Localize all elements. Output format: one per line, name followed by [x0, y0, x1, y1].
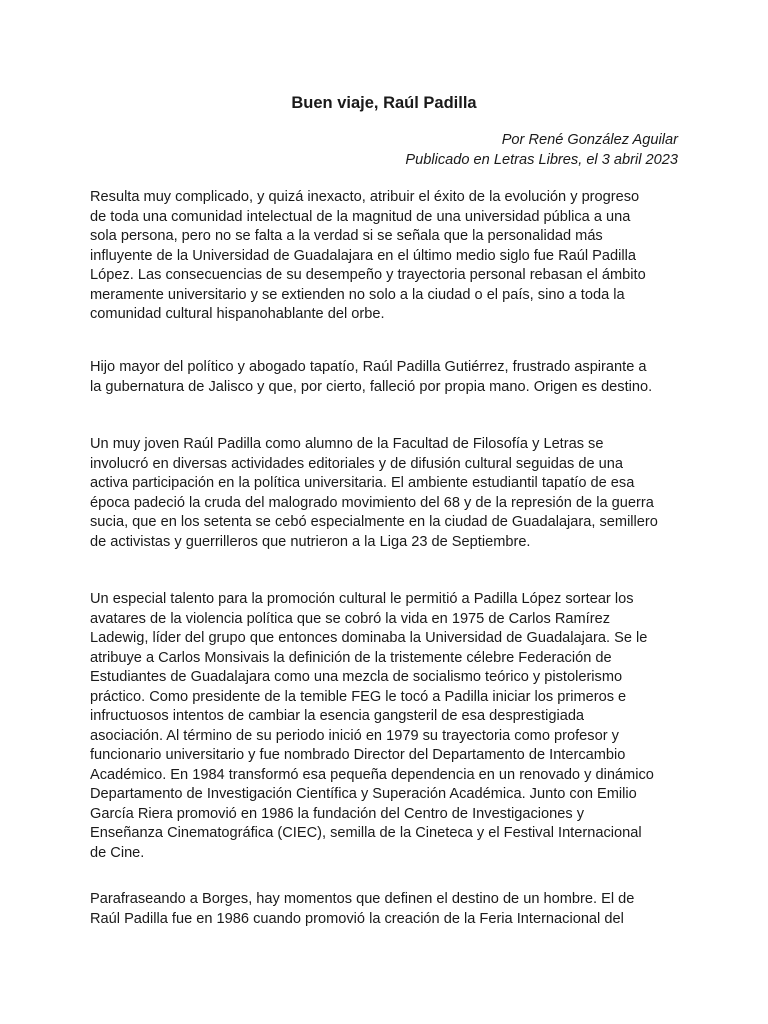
- text-line: Un muy joven Raúl Padilla como alumno de la Facultad de Filosofía y Letras se: [90, 436, 604, 452]
- text-line: infructuosos intentos de cambiar la esencia gangsteril de esa desprestigiada: [90, 708, 585, 724]
- text-line: asociación. Al término de su periodo inició en 1979 su trayectoria como profesor y: [90, 727, 619, 744]
- text-line: sucia, que en los setenta se cebó especialmente en la ciudad de Guadalajara, semillero: [90, 514, 658, 530]
- publication-line: Publicado en Letras Libres, el 3 abril 2023: [405, 151, 678, 168]
- text-line: meramente universitario y se extienden no solo a la ciudad o el país, sino a toda la: [90, 286, 625, 303]
- text-line: sola persona, pero no se falta a la verdad si se señala que la personalidad más: [90, 228, 603, 244]
- article-title: Buen viaje, Raúl Padilla: [291, 94, 477, 112]
- text-line: práctico. Como presidente de la temible FEG le tocó a Padilla iniciar los primeros e: [90, 688, 627, 705]
- text-line: activa participación en la política universitaria. El ambiente estudiantil tapatío de esa: [90, 475, 635, 491]
- text-line: Estudiantes de Guadalajara como una mezcla de socialismo teórico y pistolerismo: [90, 669, 623, 685]
- text-line: de toda una comunidad intelectual de la magnitud de una universidad pública a una: [90, 208, 631, 225]
- text-line: atribuye a Carlos Monsivais la definición de la tristemente célebre Federación de: [90, 649, 612, 666]
- text-line: López. Las consecuencias de su desempeño y trayectoria personal rebasan el ámbito: [90, 267, 646, 283]
- text-line: Hijo mayor del político y abogado tapatío, Raúl Padilla Gutiérrez, frustrado aspirante a: [90, 359, 647, 375]
- text-line: Parafraseando a Borges, hay momentos que definen el destino de un hombre. El de: [90, 891, 635, 907]
- author-line: Por René González Aguilar: [501, 132, 678, 148]
- text-line: Departamento de Investigación Científica y Superación Académica. Junto con Emilio: [90, 786, 637, 802]
- text-line: comunidad cultural hispanohablante del orbe.: [90, 306, 385, 322]
- text-line: García Riera promovió en 1986 la fundación del Centro de Investigaciones y: [90, 805, 585, 822]
- text-line: época padeció la cruda del malogrado movimiento del 68 y de la represión de la guerra: [90, 494, 654, 511]
- paragraph-5: [90, 890, 690, 929]
- text-line: Un especial talento para la promoción cultural le permitió a Padilla López sortear los: [90, 591, 634, 607]
- text-line: influyente de la Universidad de Guadalajara en el último medio siglo fue Raúl Padilla: [90, 247, 636, 264]
- paragraph-2: [90, 358, 690, 397]
- paragraph-1: [90, 188, 690, 325]
- text-line: funcionario universitario y fue nombrado Director del Departamento de Intercambio: [90, 747, 626, 763]
- text-line: de activistas y guerrilleros que nutrieron a la Liga 23 de Septiembre.: [90, 533, 531, 550]
- text-line: Resulta muy complicado, y quizá inexacto, atribuir el éxito de la evolución y progreso: [90, 189, 640, 205]
- text-line: la gubernatura de Jalisco y que, por cierto, falleció por propia mano. Origen es destino.: [90, 378, 653, 395]
- text-line: avatares de la violencia política que se cobró la vida en 1975 de Carlos Ramírez: [90, 610, 610, 627]
- paragraph-3: [90, 435, 690, 552]
- text-line: Enseñanza Cinematográfica (CIEC), semilla de la Cineteca y el Festival Internacional: [90, 825, 642, 841]
- text-line: Raúl Padilla fue en 1986 cuando promovió la creación de la Feria Internacional del: [90, 910, 624, 927]
- paragraph-4: [90, 590, 690, 863]
- text-line: de Cine.: [90, 844, 145, 861]
- text-line: Académico. En 1984 transformó esa pequeña dependencia en un renovado y dinámico: [90, 766, 654, 783]
- text-line: involucró en diversas actividades editoriales y de difusión cultural seguidas de una: [90, 455, 623, 472]
- text-line: Ladewig, líder del grupo que entonces dominaba la Universidad de Guadalajara. Se le: [90, 630, 648, 646]
- byline: [405, 131, 678, 170]
